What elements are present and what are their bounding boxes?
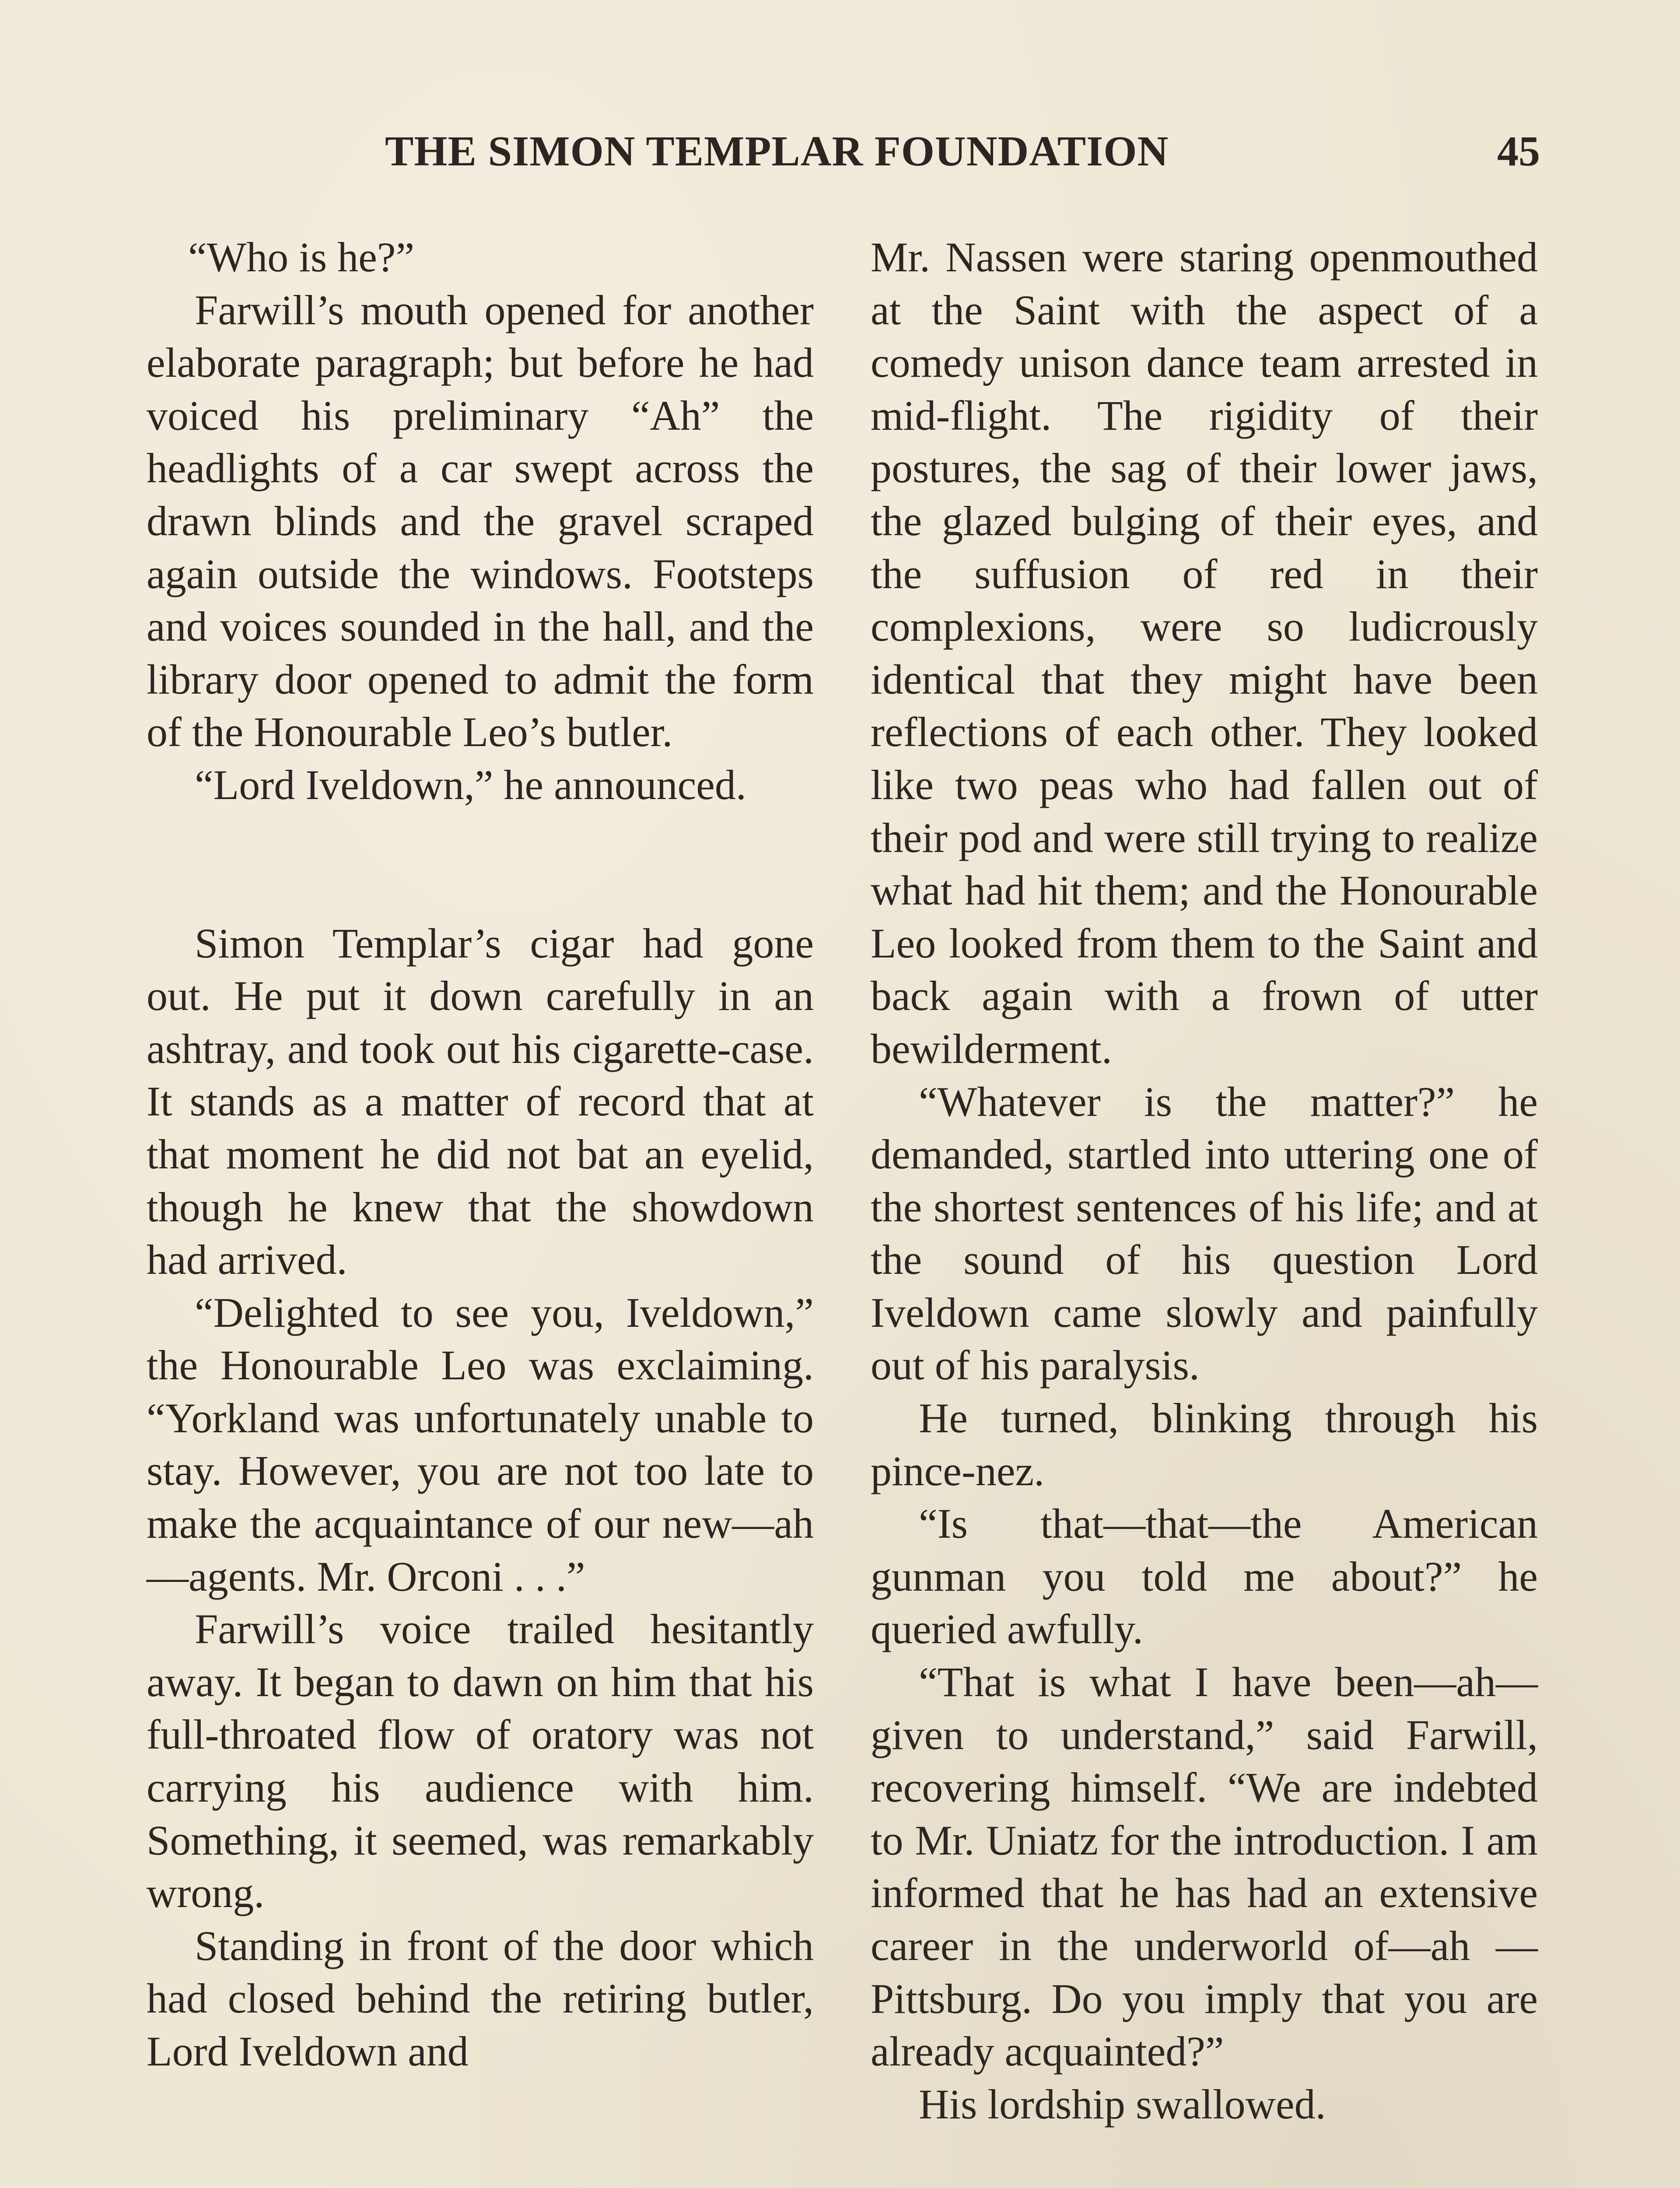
paragraph: “That is what I have been—ah—given to understand,” said Farwill, recovering himself. “We are indebted to Mr. Uniatz for the introduction. I am informed that he has had an extensive career in the underworld of—ah —Pittsburg. Do you imply that you are already acquainted?” xyxy=(871,1659,1538,2075)
paragraph: “Who is he?” xyxy=(188,234,415,281)
paragraph: Farwill’s mouth opened for another elaborate paragraph; but before he had voiced his preliminary “Ah” the headlights of a car swept across the drawn blinds and the gravel scraped again outside the windows. Footsteps and voices sounded in the hall, and the library door opened to admit the form of the Honourable Leo’s butler. xyxy=(147,286,814,756)
paragraph: “Delighted to see you, Iveldown,” the Honourable Leo was exclaiming. “Yorkland was unfortunately unable to stay. However, you are not too late to make the acquaintance of our new—ah —agents. Mr. Orconi . . .” xyxy=(147,1289,814,1600)
page-number: 45 xyxy=(1497,128,1540,175)
paragraph: Simon Templar’s cigar had gone out. He put it down carefully in an ashtray, and took out his cigarette-case. It stands as a matter of record that at that moment he did not bat an eyelid, though he knew that the showdown had arrived. xyxy=(147,919,814,1283)
paragraph: Farwill’s voice trailed hesitantly away. It began to dawn on him that his full-throated flow of oratory was not carrying his audience with him. Something, it seemed, was remarkably wrong. xyxy=(147,1606,814,1917)
paragraph: “Whatever is the matter?” he demanded, startled into uttering one of the shortest sentences of his life; and at the sound of his question Lord Iveldown came slowly and painfully out of his paralysis. xyxy=(871,1078,1538,1389)
paragraph: He turned, blinking through his pince-nez. xyxy=(871,1395,1538,1494)
paragraph: “Lord Iveldown,” he announced. xyxy=(195,761,746,808)
paragraph: Standing in front of the door which had closed behind the retiring butler, Lord Iveldown and xyxy=(147,1922,814,2075)
left-text-column xyxy=(147,231,814,2078)
right-text-column xyxy=(871,231,1538,2131)
running-header-title: THE SIMON TEMPLAR FOUNDATION xyxy=(385,128,1169,175)
paragraph: “Is that—that—the American gunman you told me about?” he queried awfully. xyxy=(871,1500,1538,1653)
paragraph: Mr. Nassen were staring openmouthed at the Saint with the aspect of a comedy unison dance team arrested in mid-flight. The rigidity of their postures, the sag of their lower jaws, the glazed bulging of their eyes, and the suffusion of red in their complexions, were so ludicrously identical that they might have been reflections of each other. They looked like two peas who had fallen out of their pod and were still trying to realize what had hit them; and the Honourable Leo looked from them to the Saint and back again with a frown of utter bewilderment. xyxy=(871,234,1538,1072)
paragraph: His lordship swallowed. xyxy=(919,2080,1326,2128)
